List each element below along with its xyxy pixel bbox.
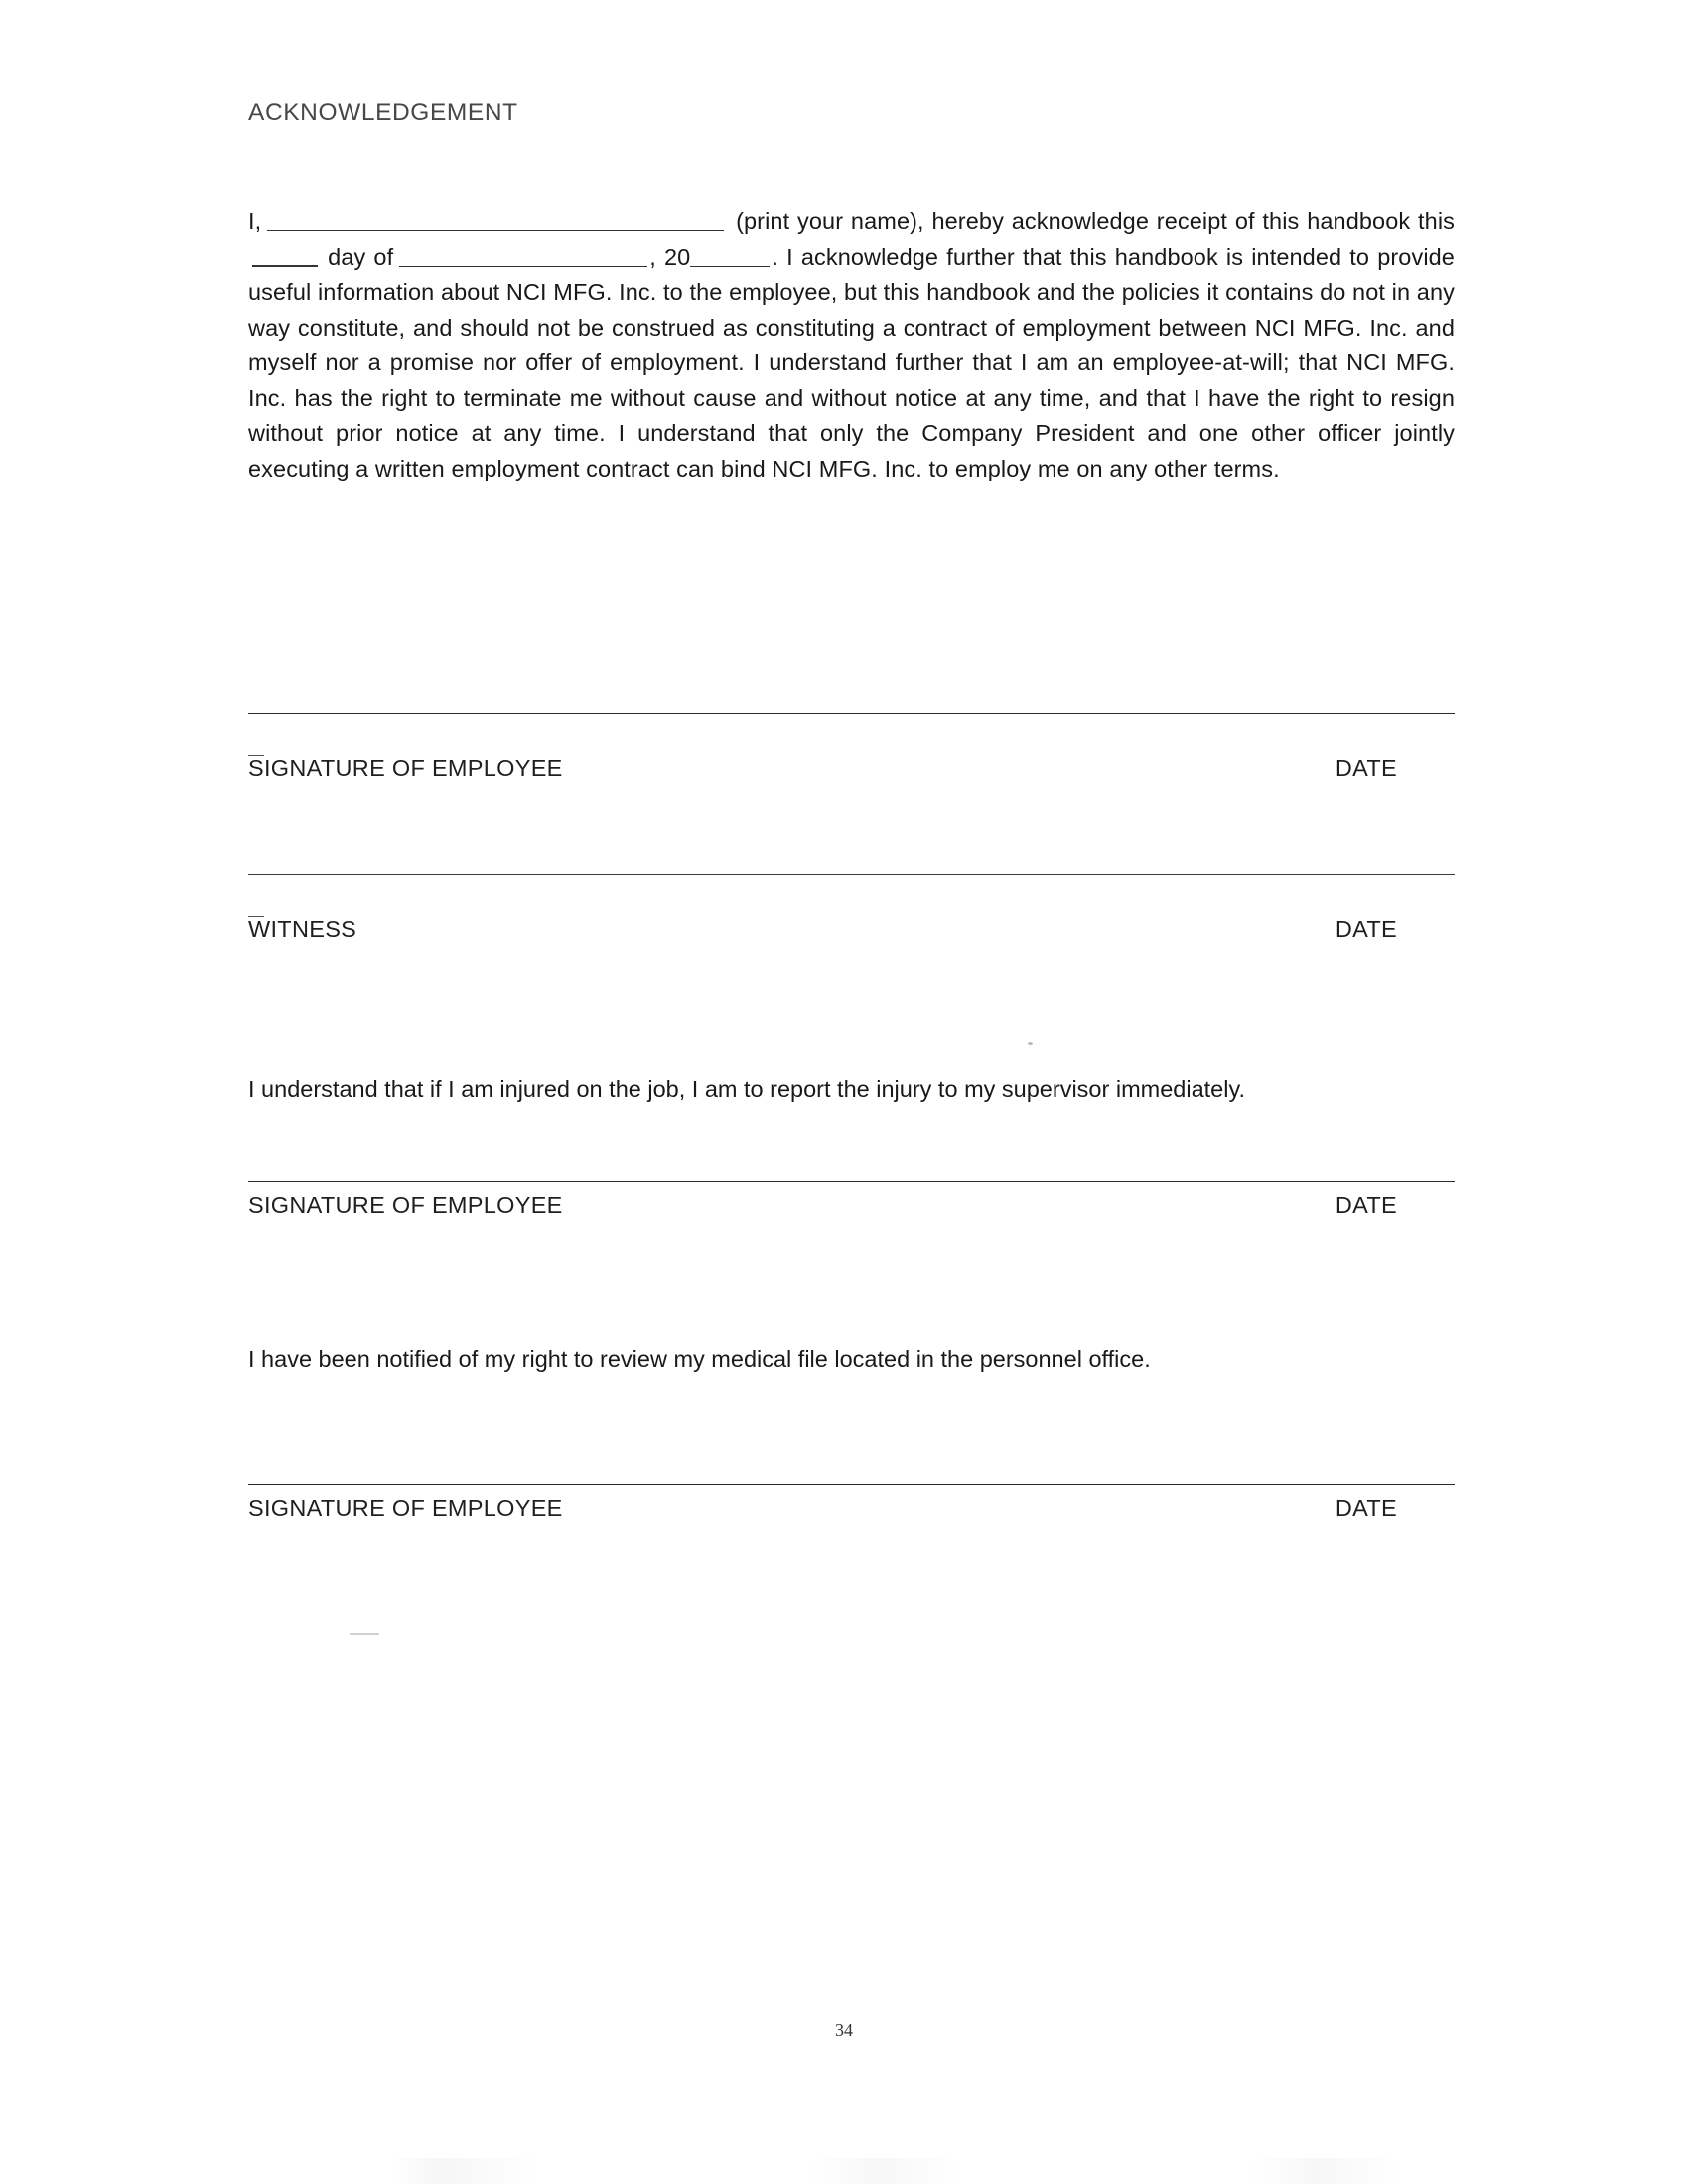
signature-labels xyxy=(248,1192,1455,1219)
signature-of-employee-label: SIGNATURE OF EMPLOYEE xyxy=(248,1495,563,1521)
acknowledgement-after-day: day of xyxy=(328,243,394,270)
document-content xyxy=(248,99,1455,486)
acknowledgement-lead: I, xyxy=(248,208,262,234)
witness-tick-mark xyxy=(248,916,264,917)
date-label: DATE xyxy=(1335,755,1397,781)
signature-tick-mark xyxy=(248,755,264,756)
acknowledgement-after-month: , 20 xyxy=(649,243,691,270)
signature-of-employee-label: SIGNATURE OF EMPLOYEE xyxy=(248,1192,563,1218)
page-number: 34 xyxy=(835,2020,853,2040)
scan-speck xyxy=(1028,1042,1033,1045)
signature-block-employee-2 xyxy=(248,1181,1455,1219)
date-label: DATE xyxy=(1335,1192,1397,1218)
date-label: DATE xyxy=(1335,916,1397,942)
print-name-blank[interactable] xyxy=(267,210,724,231)
date-label: DATE xyxy=(1335,1495,1397,1521)
acknowledgement-after-name: (print your name), hereby acknowledge receipt of this handbook this xyxy=(736,208,1455,234)
scan-speck xyxy=(350,1633,379,1635)
signature-block-witness xyxy=(248,874,1455,943)
scan-edge-artifact xyxy=(0,2158,1688,2184)
medical-file-statement: I have been notified of my right to review my medical file located in the personnel office. xyxy=(248,1346,1151,1372)
day-blank[interactable] xyxy=(252,247,318,267)
year-blank[interactable] xyxy=(690,248,770,267)
page-title: ACKNOWLEDGEMENT xyxy=(248,99,518,126)
injury-statement: I understand that if I am injured on the job, I am to report the injury to my supervisor immediately. xyxy=(248,1076,1246,1102)
signature-block-employee-1 xyxy=(248,713,1455,782)
signature-line[interactable] xyxy=(248,1484,1455,1485)
witness-label: WITNESS xyxy=(248,916,357,942)
signature-labels xyxy=(248,1495,1455,1522)
month-blank[interactable] xyxy=(399,248,647,267)
signature-line[interactable] xyxy=(248,1181,1455,1182)
acknowledgement-paragraph xyxy=(248,205,1455,486)
signature-of-employee-label: SIGNATURE OF EMPLOYEE xyxy=(248,755,563,781)
acknowledgement-body: . I acknowledge further that this handbook is intended to provide useful information about NCI MFG. Inc. to the employee, but this handbook and the policies it contains do not in any way constitute, and should not be construed as constituting a contract of employment between NCI MFG. Inc. and myself nor a promise nor offer of employment. I understand further that I am an employee-at-will; that NCI MFG. Inc. has the right to terminate me without cause and without notice at any time, and that I have the right to resign without prior notice at any time. I understand that only the Company President and one other officer jointly executing a written employment contract can bind NCI MFG. Inc. to employ me on any other terms. xyxy=(248,243,1455,481)
signature-block-employee-3 xyxy=(248,1484,1455,1522)
